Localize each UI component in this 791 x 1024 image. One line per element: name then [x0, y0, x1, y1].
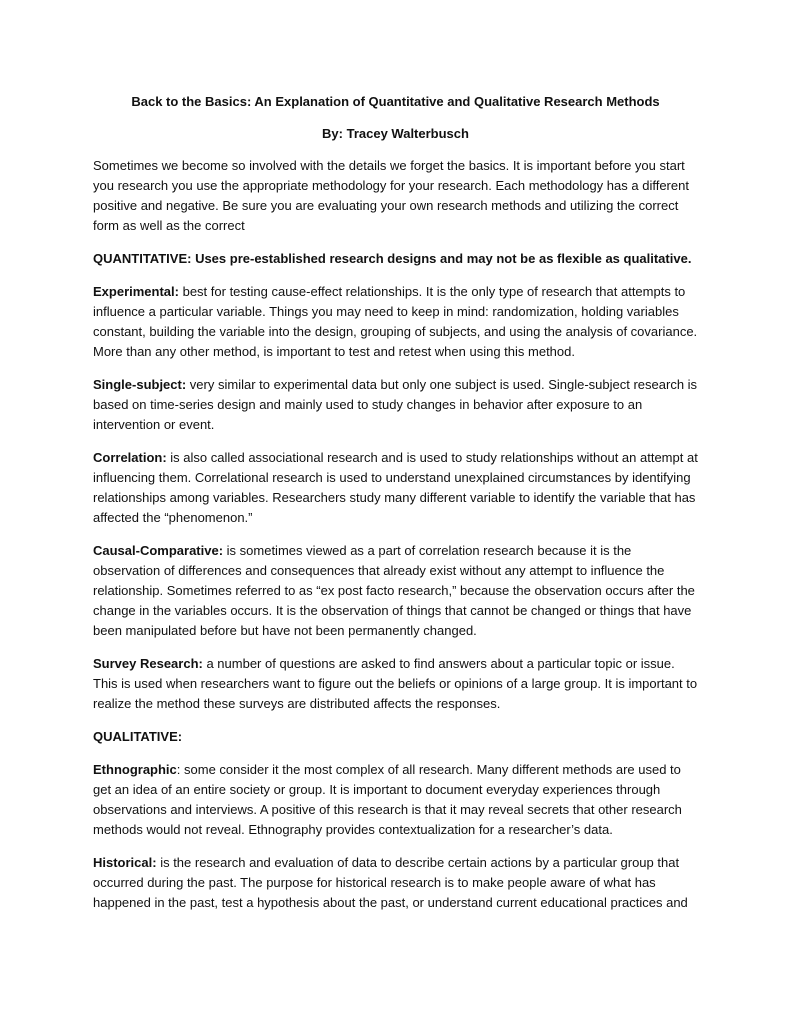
- ethnographic-term: Ethnographic: [93, 762, 177, 777]
- quantitative-heading: QUANTITATIVE: Uses pre-established research designs and may not be as flexible as qualitative.: [93, 251, 692, 266]
- survey-term: Survey Research:: [93, 656, 203, 671]
- author-byline: By: Tracey Walterbusch: [322, 126, 469, 141]
- historical-term: Historical:: [93, 855, 157, 870]
- ethnographic-paragraph: [93, 760, 698, 840]
- ethnographic-text: : some consider it the most complex of all research. Many different methods are used to get an idea of an entire society or group. It is important to document everyday experiences through observations and interviews. A positive of this research is that it may reveal secrets that other research methods would not reveal. Ethnography provides contextualization for a researcher’s data.: [93, 762, 682, 837]
- experimental-paragraph: [93, 282, 698, 362]
- causal-comparative-paragraph: [93, 541, 698, 641]
- survey-text: a number of questions are asked to find answers about a particular topic or issue. This is used when researchers want to figure out the beliefs or opinions of a large group. It is important to realize the method these surveys are distributed affects the responses.: [93, 656, 698, 711]
- document-title: Back to the Basics: An Explanation of Quantitative and Qualitative Research Methods: [131, 94, 660, 109]
- survey-paragraph: [93, 654, 698, 714]
- historical-paragraph: [93, 853, 698, 913]
- correlation-paragraph: [93, 448, 698, 528]
- causal-comparative-term: Causal-Comparative:: [93, 543, 224, 558]
- correlation-term: Correlation:: [93, 450, 167, 465]
- single-subject-term: Single-subject:: [93, 377, 187, 392]
- historical-text: is the research and evaluation of data to describe certain actions by a particular group that occurred during the past. The purpose for historical research is to make people aware of what has happened in the past, test a hypothesis about the past, or understand current educational practices and: [93, 855, 688, 910]
- experimental-term: Experimental:: [93, 284, 179, 299]
- intro-paragraph: Sometimes we become so involved with the details we forget the basics. It is important before you start you research you use the appropriate methodology for your research. Each methodology has a different positive and negative. Be sure you are evaluating your own research methods and utilizing the correct form as well as the correct: [93, 158, 689, 233]
- document-body: [93, 92, 698, 926]
- single-subject-paragraph: [93, 375, 698, 435]
- single-subject-text: very similar to experimental data but only one subject is used. Single-subject research is based on time-series design and mainly used to study changes in behavior after exposure to an intervention or event.: [93, 377, 698, 432]
- experimental-text: best for testing cause-effect relationships. It is the only type of research that attempts to influence a particular variable. Things you may need to keep in mind: randomization, holding variables constant, building the variable into the design, grouping of subjects, and using the analysis of covariance. More than any other method, is important to test and retest when using this method.: [93, 284, 698, 359]
- qualitative-heading: QUALITATIVE:: [93, 729, 183, 744]
- correlation-text: is also called associational research and is used to study relationships without an attempt at influencing them. Correlational research is used to understand unexplained circumstances by identifying relationships among variables. Researchers study many different variable to identify the variable that has affected the “phenomenon.”: [93, 450, 698, 525]
- causal-comparative-text: is sometimes viewed as a part of correlation research because it is the observation of differences and consequences that already exist without any attempt to influence the relationship. Sometimes referred to as “ex post facto research,” because the observation occurs after the change in the variables occurs. It is the observation of things that cannot be changed or things that have been manipulated before but have not been permanently changed.: [93, 543, 695, 638]
